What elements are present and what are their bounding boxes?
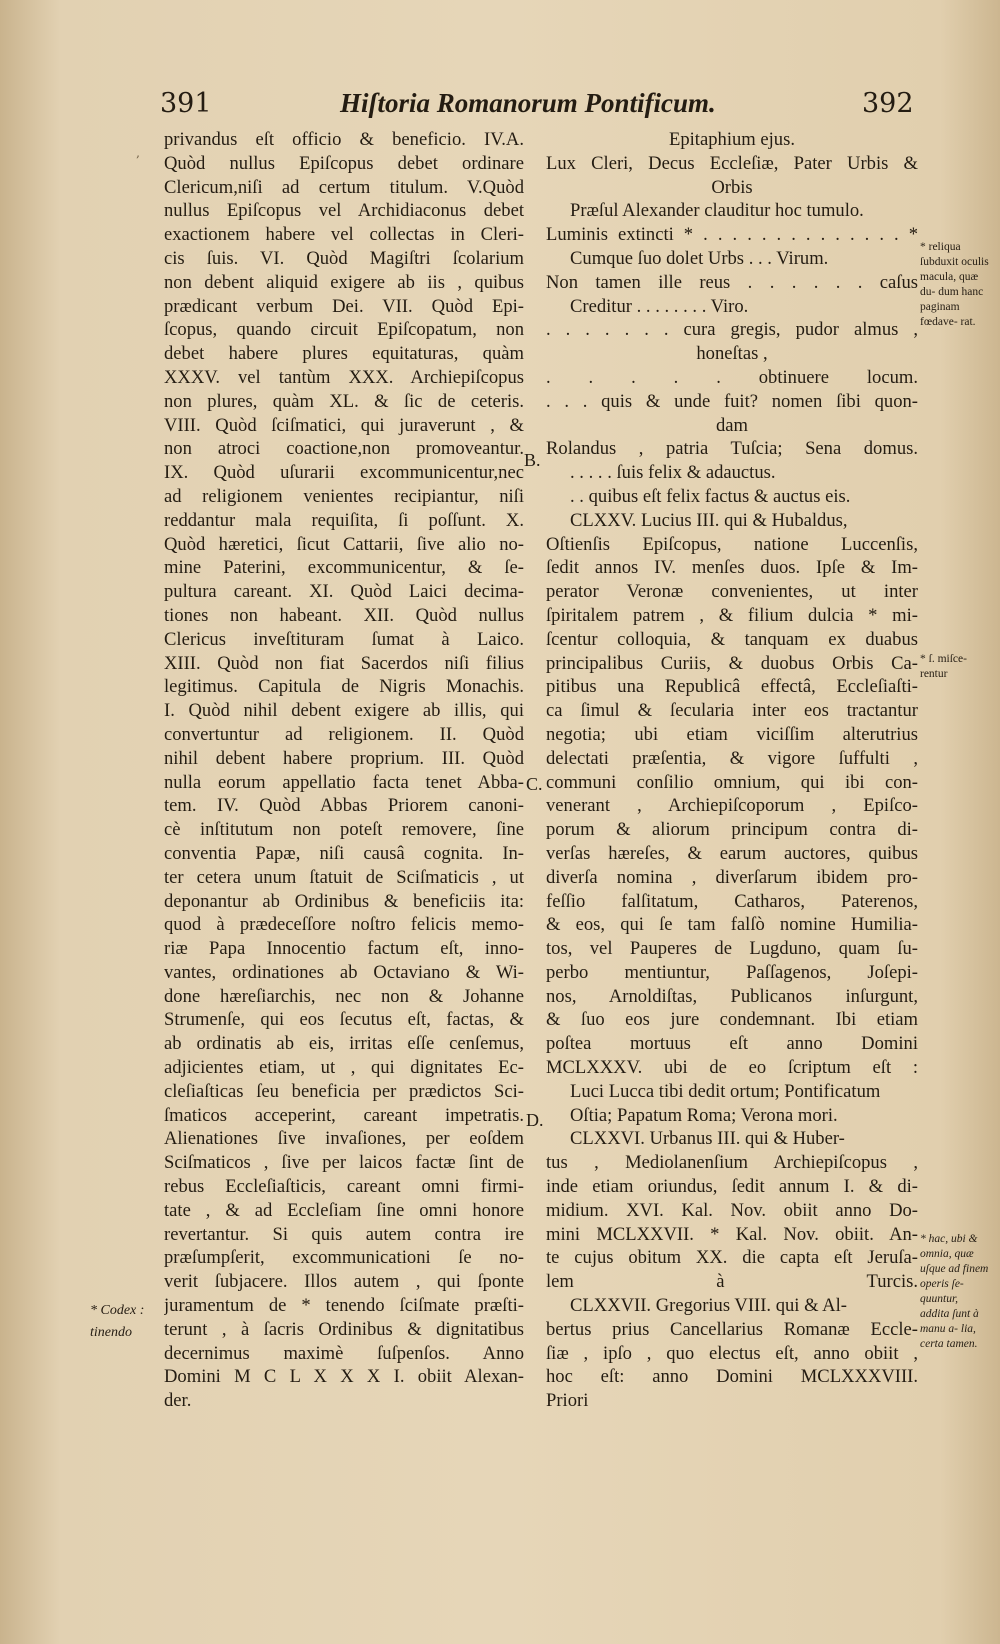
text-line: deponantur ab Ordinibus & beneficiis ita: (164, 890, 524, 912)
text-line: Priori (546, 1390, 589, 1412)
text-line: non atroci coactione,non promoveantur. (164, 438, 524, 460)
right-column (546, 128, 918, 1413)
text-line: IX. Quòd uſurarii excommunicentur,nec (164, 462, 524, 484)
text-line: tate , & ad Eccleſiam ſine omni honore (164, 1199, 524, 1221)
text-line: . . . . . obtinuere locum. (546, 366, 918, 388)
margin-note-reliqua: * reliqua ſubduxit oculis macula, quæ du- dum hanc paginam fœdave- rat. (920, 241, 989, 328)
text-line: Quòd nullus Epiſcopus debet ordinare (164, 152, 524, 174)
text-line: privandus eſt officio & beneficio. IV.A. (164, 129, 524, 150)
text-line: non debent aliquid exigere ab iis , quibus (164, 271, 524, 293)
text-line: revertantur. Si quis autem contra ire (164, 1223, 524, 1245)
text-line: porum & aliorum principum contra di- (546, 819, 918, 841)
text-line: Quòd hæretici, ſicut Cattarii, ſive alio no- (164, 533, 524, 555)
text-line: cè inſtitutum non poteſt removere, ſine (164, 819, 524, 841)
text-line: debet habere plures equitaturas, quàm (164, 343, 524, 365)
text-line: . . quibus eſt felix factus & auctus eis. (570, 485, 851, 507)
text-line: & ſuo eos jure condemnant. Ibi etiam (546, 1009, 918, 1031)
text-line: ter cetera unum ſtatuit de Sciſmaticis , ut (164, 866, 524, 888)
text-line: ca ſimul & ſecularia inter eos tractantur (546, 700, 918, 722)
text-line: te cujus obitum XX. die capta eſt Jeruſa- (546, 1247, 918, 1269)
text-line: . . . quis & unde fuit? nomen ſibi quon- (546, 390, 918, 412)
text-line: mini MCLXXVII. * Kal. Nov. obiit. An- (546, 1223, 918, 1245)
text-line: diverſa nomina , diverſarum ibidem pro- (546, 866, 918, 888)
page-number-left: 391 (160, 88, 212, 119)
text-line: reddantur mala requiſita, ſi poſſunt. X. (164, 509, 524, 531)
text-line: MCLXXXV. ubi de eo ſcriptum eſt : (546, 1057, 918, 1079)
text-line: convertuntur ad religionem. II. Quòd (164, 723, 524, 745)
text-line: Lux Cleri, Decus Eccleſiæ, Pater Urbis & (546, 152, 918, 174)
text-line: Rolandus , patria Tuſcia; Sena domus. (546, 438, 918, 460)
section-marker-d: D. (526, 1110, 544, 1130)
text-line: exactionem habere vel collectas in Cleri- (164, 224, 524, 246)
text-line: ſiæ , ipſo , quo electus eſt, anno obiit , (546, 1342, 918, 1364)
text-line: Domini M C L X X X I. obiit Alexan- (164, 1366, 524, 1388)
text-line: der. (164, 1390, 192, 1412)
text-line: Præſul Alexander clauditur hoc tumulo. (570, 200, 864, 222)
text-line: pultura careant. XI. Quòd Laici decima- (164, 581, 524, 603)
text-line: nullus Epiſcopus vel Archidiaconus debet (164, 200, 524, 222)
text-line: ſmaticos acceperint, careant impetratis. (164, 1104, 524, 1126)
text-line: Creditur . . . . . . . . Viro. (570, 295, 749, 317)
text-line: Sciſmaticos , ſive per laicos factæ ſint de (164, 1152, 524, 1174)
text-line: verit ſubjacere. Illos autem , qui ſponte (164, 1271, 524, 1293)
text-line: CLXXVI. Urbanus III. qui & Huber- (570, 1128, 845, 1150)
text-line: Orbis (711, 176, 753, 198)
text-line: venerant , Archiepiſcoporum , Epiſco- (546, 795, 918, 817)
text-line: ad religionem venientes recipiantur, niſi (164, 485, 524, 507)
text-line: mine Paterini, excommunicentur, & ſe- (164, 557, 524, 579)
text-line: feſſio falſitatum, Catharos, Paterenos, (546, 890, 918, 912)
text-line: ſpiritalem patrem , & filium dulcia * mi- (546, 604, 918, 626)
text-line: Non tamen ille reus . . . . . . caſus (546, 271, 918, 293)
text-line: CLXXVII. Gregorius VIII. qui & Al- (570, 1295, 847, 1317)
text-line: tus , Mediolanenſium Archiepiſcopus , (546, 1152, 918, 1174)
text-line: Strumenſe, qui eos ſecutus eſt, factas, & (164, 1009, 524, 1031)
text-line: XIII. Quòd non fiat Sacerdos niſi filius (164, 652, 524, 674)
text-line: tos, vel Pauperes de Lugduno, quam ſu- (546, 938, 918, 960)
text-line: Oſtienſis Epiſcopus, natione Luccenſis, (546, 533, 918, 555)
left-column (164, 128, 524, 1413)
text-line: Alienationes ſive invaſiones, per eoſdem (164, 1128, 524, 1150)
text-line: prædicant verbum Dei. VII. Quòd Epi- (164, 295, 524, 317)
text-line: communi conſilio omnium, qui ibi con- (546, 771, 918, 793)
text-line: adjicientes etiam, ut , qui dignitates Ec- (164, 1057, 524, 1079)
text-line: Epitaphium ejus. (668, 129, 795, 150)
spine-mark: ‚ (136, 146, 140, 160)
text-line: done hæreſiarchis, nec non & Johanne (164, 985, 524, 1007)
text-line: Clericus inveſtituram ſumat à Laico. (164, 628, 524, 650)
text-line: vantes, ordinationes ab Octaviano & Wi- (164, 961, 524, 983)
text-line: ſedit annos IV. menſes duos. Ipſe & Im- (546, 557, 918, 579)
text-line: rebus Eccleſiaſticis, careant omni firmi- (164, 1176, 524, 1198)
text-line: . . . . . ſuis felix & adauctus. (570, 462, 776, 484)
text-line: XXXV. vel tantùm XXX. Archiepiſcopus (164, 366, 524, 388)
text-line: hoc eſt: anno Domini MCLXXXVIII. (546, 1366, 918, 1388)
text-line: tiones non habeant. XII. Quòd nullus (164, 604, 524, 626)
text-line: honeſtas , (696, 343, 768, 365)
text-line: ab ordinatis ab eis, irritas eſſe cenſemus, (164, 1033, 524, 1055)
text-line: delectati præſentia, & vigore ſuffulti , (546, 747, 918, 769)
text-line: Oſtia; Papatum Roma; Verona mori. (570, 1104, 838, 1126)
text-line: præſumpſerit, excommunicationi ſe no- (164, 1247, 524, 1269)
text-line: ſcentur colloquia, & tanquam ex duabus (546, 628, 918, 650)
text-line: I. Quòd nihil debent exigere ab illis, qui (164, 700, 524, 722)
text-line: riæ Papa Innocentio factum eſt, inno- (164, 938, 524, 960)
text-line: non plures, quàm XL. & ſic de ceteris. (164, 390, 524, 412)
text-line: . . . . . . . cura gregis, pudor almus , (546, 319, 918, 341)
text-line: nulla eorum appellatio facta tenet Abba- (164, 771, 524, 793)
text-line: quod à prædeceſſore noſtro felicis memo- (164, 914, 524, 936)
text-line: negotia; ubi etiam viciſſim alterutrius (546, 723, 918, 745)
text-line: conventia Papæ, niſi causâ cognita. In- (164, 842, 524, 864)
text-line: legitimus. Capitula de Nigris Monachis. (164, 676, 524, 698)
text-line: Clericum,niſi ad certum titulum. V.Quòd (164, 176, 524, 198)
text-line: VIII. Quòd ſciſmatici, qui juraverunt , & (164, 414, 524, 436)
text-line: midium. XVI. Kal. Nov. obiit anno Do- (546, 1199, 918, 1221)
text-line: verſas hæreſes, & earum auctores, quibus (546, 842, 918, 864)
text-line: Luminis extincti * . . . . . . . . . . . . . . * (546, 224, 918, 246)
text-line: tem. IV. Quòd Abbas Priorem canoni- (164, 795, 524, 817)
text-line: pitibus una Republicâ effectâ, Eccleſiaſti- (546, 676, 918, 698)
text-line: lem à Turcis. (546, 1271, 918, 1293)
margin-note-misce: * ſ. miſce- rentur (920, 653, 967, 680)
text-line: inde etiam oriundus, ſedit annum I. & di- (546, 1176, 918, 1198)
text-line: perbo mentiuntur, Paſſagenos, Joſepi- (546, 961, 918, 983)
text-line: poſtea mortuus eſt anno Domini (546, 1033, 918, 1055)
text-line: Luci Lucca tibi dedit ortum; Pontificatum (570, 1080, 881, 1102)
text-line: dam (715, 414, 748, 436)
text-line: nihil debent habere proprium. III. Quòd (164, 747, 524, 769)
text-line: ſcopus, quando circuit Epiſcopatum, non (164, 319, 524, 341)
text-line: cis ſuis. VI. Quòd Magiſtri ſcolarium (164, 247, 524, 269)
text-line: Cumque ſuo dolet Urbs . . . Virum. (570, 247, 829, 269)
section-marker-c: C. (526, 774, 543, 794)
text-line: cleſiaſticas ſeu beneficia per prædictos Sci- (164, 1080, 524, 1102)
running-title: Hiſtoria Romanorum Pontificum. (340, 88, 716, 118)
section-marker-b: B. (524, 450, 541, 470)
margin-note-codex: * Codex : tinendo (90, 1303, 145, 1340)
text-line: terunt , à ſacris Ordinibus & dignitatibus (164, 1318, 524, 1340)
margin-note-hac: * hac, ubi & omnia, quæ uſque ad finem operis ſe- quuntur, addita ſunt à manu a- lia, certa tamen. (920, 1233, 989, 1350)
text-line: perator Veronæ convenientes, ut inter (546, 581, 918, 603)
text-line: & eos, qui ſe tam falſò nomine Humilia- (546, 914, 918, 936)
page-number-right: 392 (862, 88, 914, 119)
text-line: principalibus Curiis, & duobus Orbis Ca- (546, 652, 918, 674)
text-line: juramentum de * tenendo ſciſmate præſti- (164, 1295, 524, 1317)
text-line: nos, Arnoldiſtas, Publicanos inſurgunt, (546, 985, 918, 1007)
text-line: CLXXV. Lucius III. qui & Hubaldus, (570, 509, 848, 531)
text-line: decernimus maximè ſuſpenſos. Anno (164, 1342, 524, 1364)
text-line: bertus prius Cancellarius Romanæ Eccle- (546, 1318, 918, 1340)
